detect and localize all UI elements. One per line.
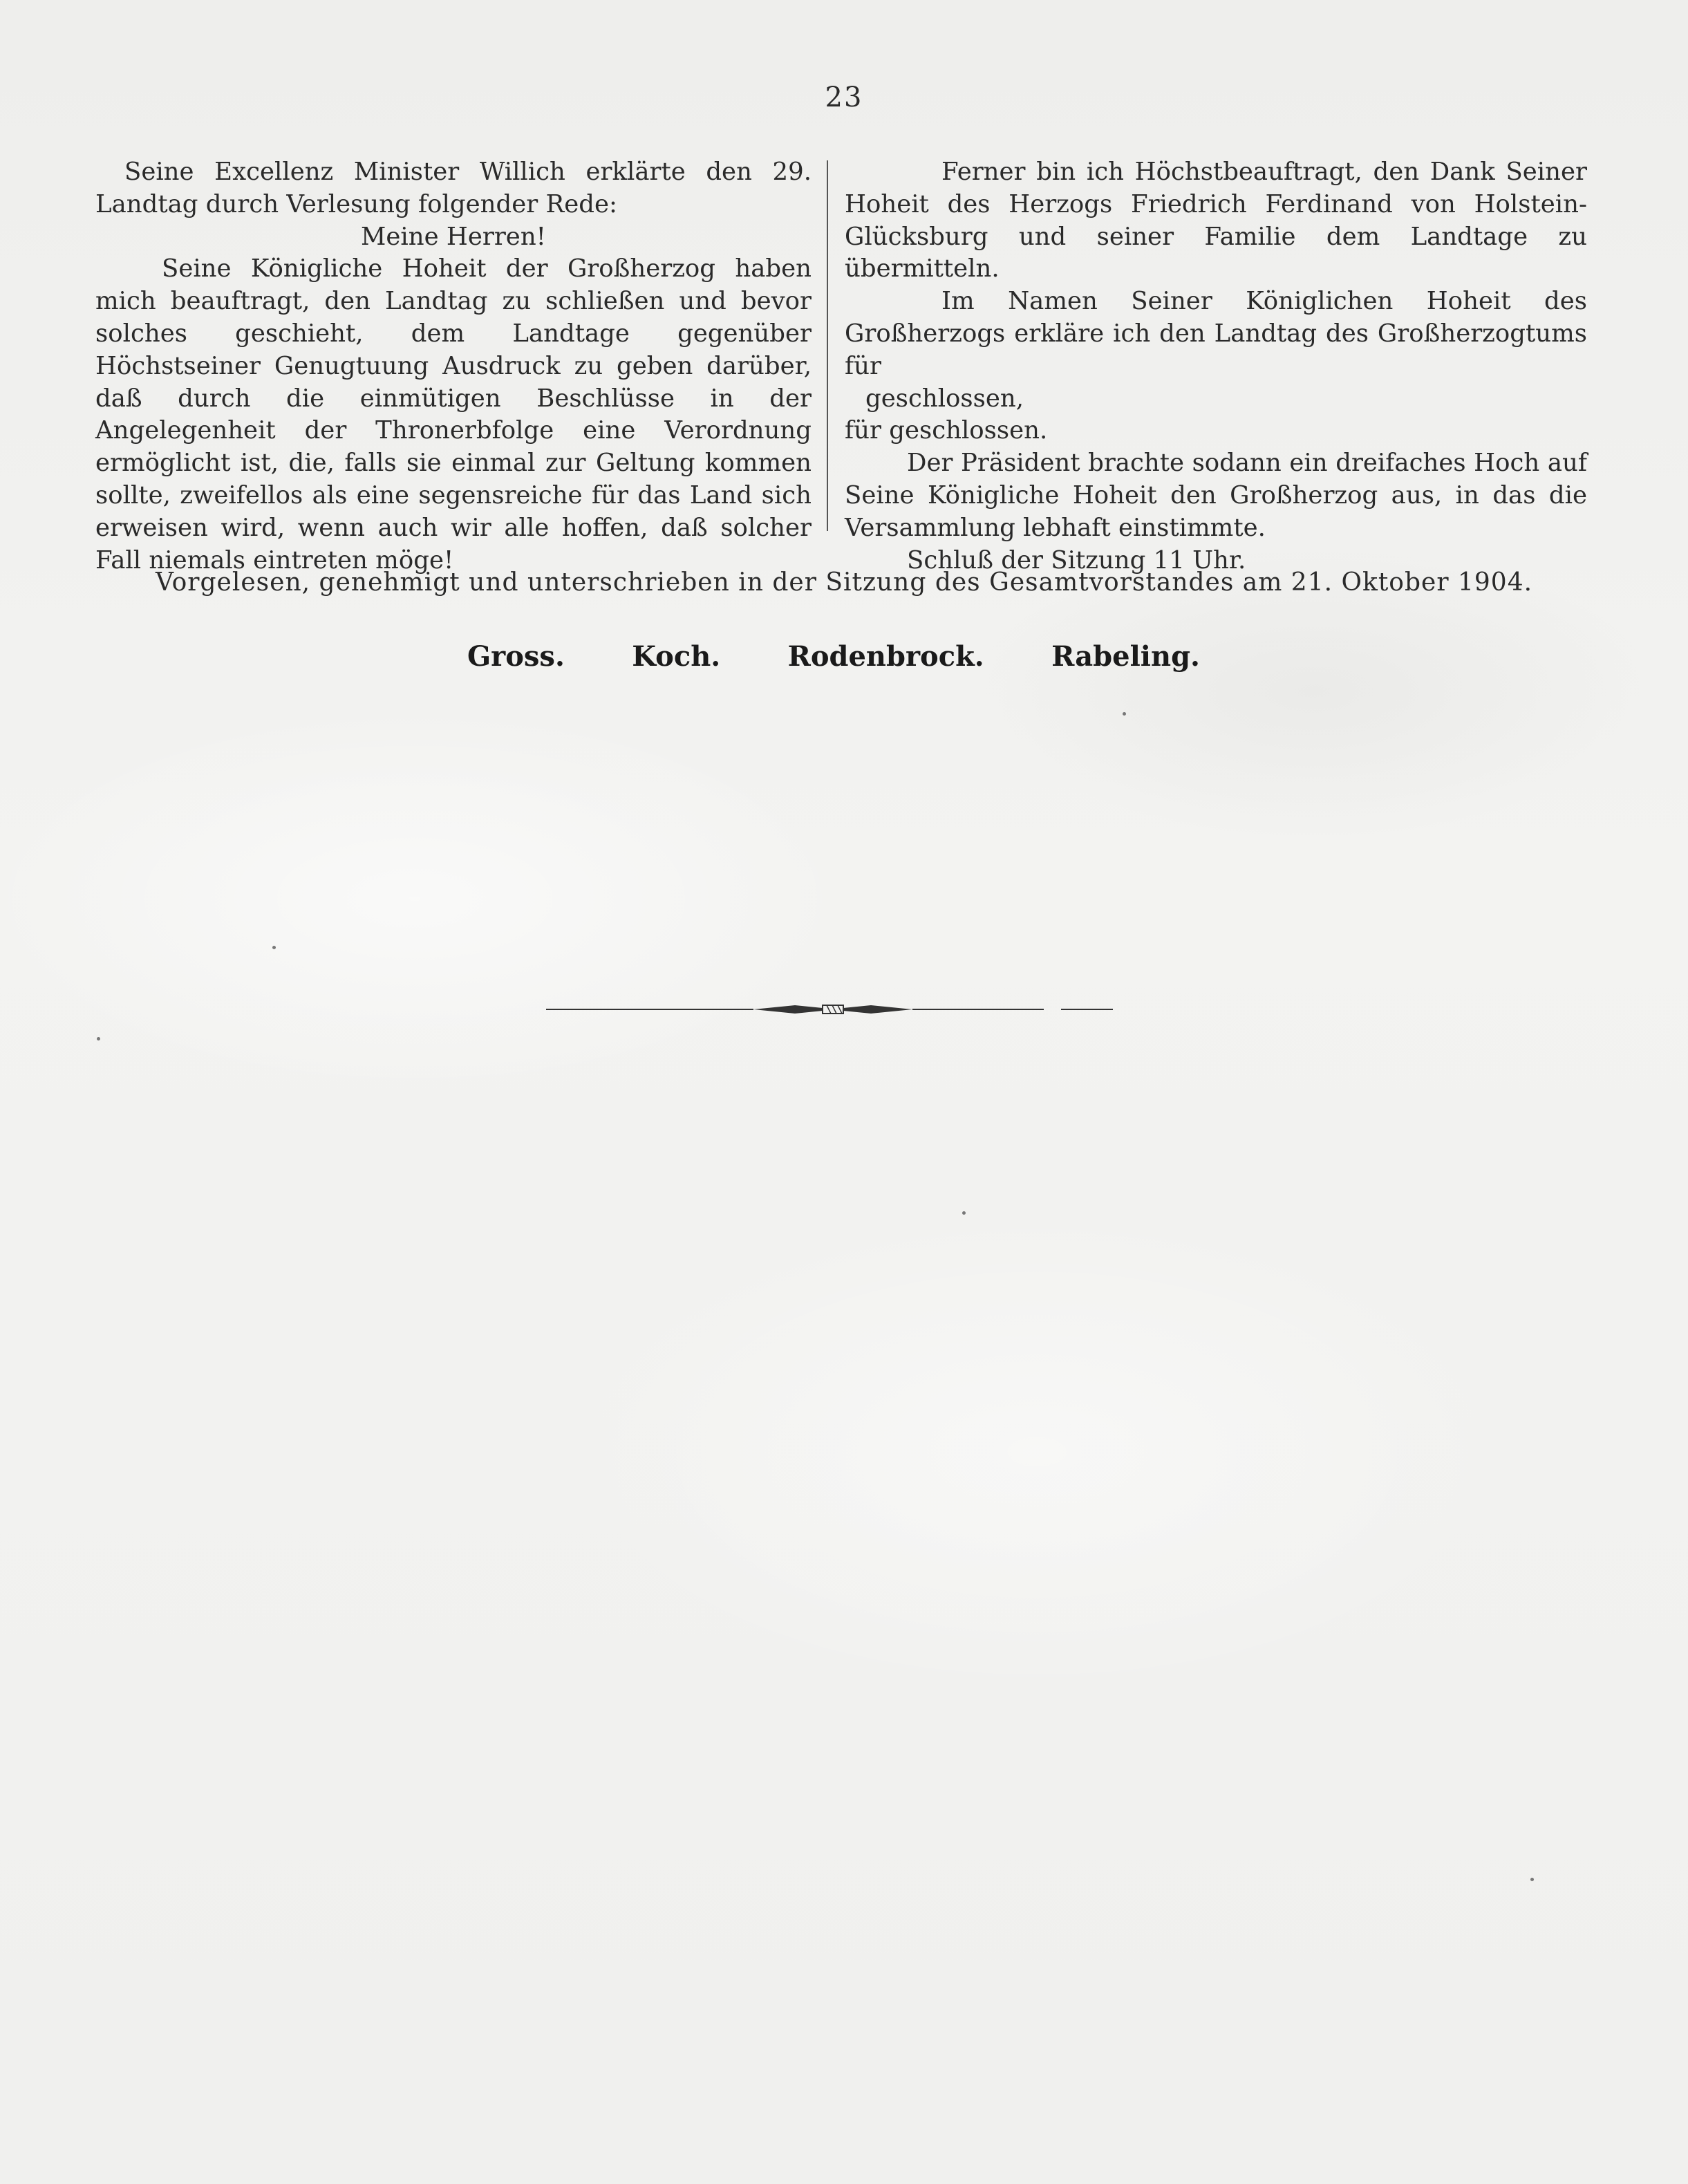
right-text-column: [845, 156, 1587, 577]
signature-koch: Koch.: [632, 640, 721, 673]
typographic-rule-ornament-icon: [546, 996, 1120, 1023]
attestation-line: Vorgelesen, genehmigt und unterschrieben in der Sitzung des Gesamtvorstandes am 21. Oktober 1904.: [155, 568, 1533, 597]
speech-paragraph: Seine Königliche Hoheit der Großherzog haben mich beauftragt, den Landtag zu schließen und bevor solches geschieht, dem Landtage gegenüber Höchstseiner Genugtuung Ausdruck zu geben darüber, daß durch die einmütigen Beschlüsse in der Angelegenheit der Thronerbfolge eine Verordnung ermöglicht ist, die, falls sie einmal zur Geltung kommen sollte, zweifellos als eine segensreiche für das Land sich erweisen wird, wenn auch wir alle hoffen, daß solcher Fall niemals eintreten möge!: [95, 254, 812, 575]
paper-speck: [97, 1037, 100, 1040]
signature-gross: Gross.: [467, 640, 565, 673]
signature-rodenbrock: Rodenbrock.: [787, 640, 984, 673]
session-end-line: Schluß der Sitzung 11 Uhr.: [907, 545, 1246, 575]
paper-speck: [1123, 712, 1126, 716]
closing-declaration-line-2: für geschlossen.: [845, 416, 1048, 445]
paper-speck: [272, 946, 276, 949]
closing-declaration-paragraph: Im Namen Seiner Königlichen Hoheit des Großherzogs erkläre ich den Landtag des Großherzogtums für: [845, 287, 1587, 380]
signature-row: [467, 640, 1200, 673]
column-divider: [827, 160, 828, 531]
closing-declaration-line: geschlossen,: [865, 384, 1024, 413]
thanks-paragraph: Ferner bin ich Höchstbeauftragt, den Dank Seiner Hoheit des Herzogs Friedrich Ferdinand von Holstein-Glücksburg und seiner Familie dem Landtage zu übermitteln.: [845, 158, 1587, 283]
left-text-column: [95, 156, 812, 577]
intro-paragraph: Seine Excellenz Minister Willich erklärte den 29. Landtag durch Verlesung folgender Rede:: [95, 158, 812, 218]
president-paragraph: Der Präsident brachte sodann ein dreifaches Hoch auf Seine Königliche Hoheit den Großherzog aus, in das die Versammlung lebhaft einstimmte.: [845, 449, 1587, 542]
speech-salutation: Meine Herren!: [361, 222, 546, 251]
paper-speck: [1530, 1878, 1534, 1881]
page-number: 23: [825, 82, 863, 113]
paper-speck: [962, 1211, 966, 1215]
signature-rabeling: Rabeling.: [1051, 640, 1200, 673]
